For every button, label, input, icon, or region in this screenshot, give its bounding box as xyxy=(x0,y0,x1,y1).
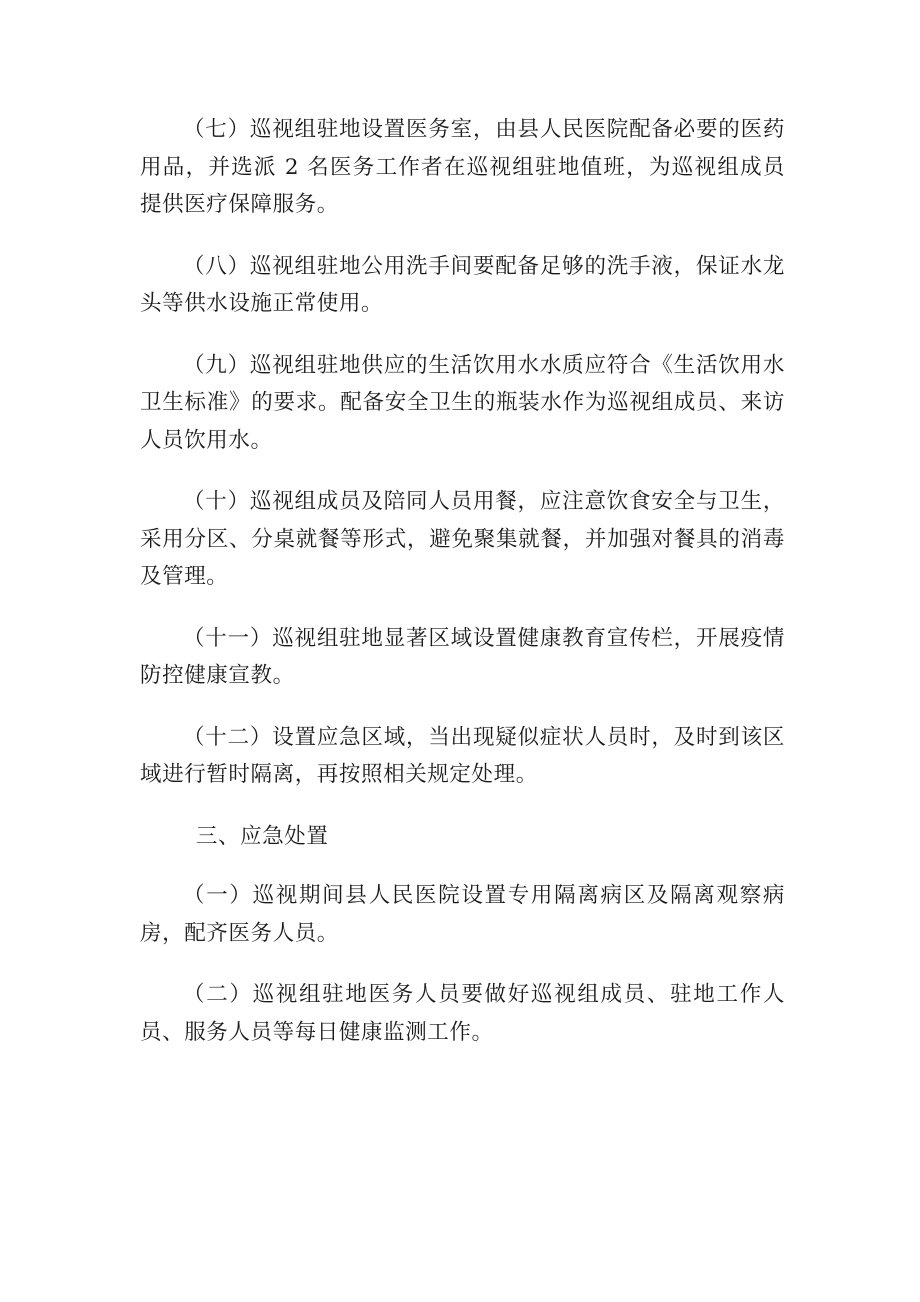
section-paragraph-1: （一）巡视期间县人民医院设置专用隔离病区及隔离观察病房，配齐医务人员。 xyxy=(140,883,785,946)
section-heading-emergency: 三、应急处置 xyxy=(195,823,329,849)
paragraph-10: （十）巡视组成员及陪同人员用餐，应注意饮食安全与卫生，采用分区、分桌就餐等形式，避免聚集就餐，并加强对餐具的消毒及管理。 xyxy=(140,489,785,589)
paragraph-11: （十一）巡视组驻地显著区域设置健康教育宣传栏，开展疫情防控健康宣教。 xyxy=(140,625,785,688)
paragraph-8: （八）巡视组驻地公用洗手间要配备足够的洗手液，保证水龙头等供水设施正常使用。 xyxy=(140,253,785,316)
document-body xyxy=(140,111,785,1075)
section-paragraph-2: （二）巡视组驻地医务人员要做好巡视组成员、驻地工作人员、服务人员等每日健康监测工作。 xyxy=(140,982,785,1045)
paragraph-12: （十二）设置应急区域，当出现疑似症状人员时，及时到该区域进行暂时隔离，再按照相关规定处理。 xyxy=(140,724,785,787)
paragraph-9: （九）巡视组驻地供应的生活饮用水水质应符合《生活饮用水卫生标准》的要求。配备安全卫生的瓶装水作为巡视组成员、来访人员饮用水。 xyxy=(140,352,785,453)
paragraph-7: （七）巡视组驻地设置医务室，由县人民医院配备必要的医药用品，并选派 2 名医务工作者在巡视组驻地值班，为巡视组成员提供医疗保障服务。 xyxy=(140,117,785,217)
